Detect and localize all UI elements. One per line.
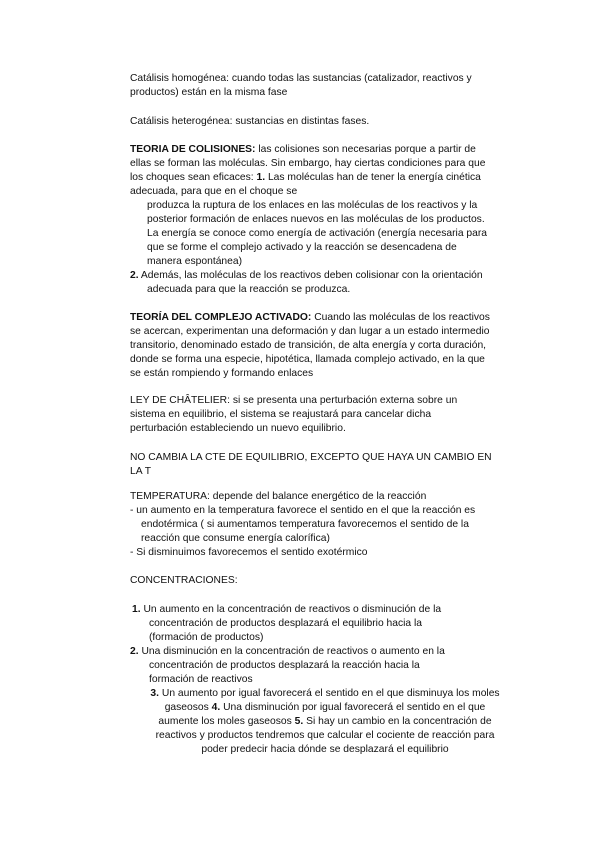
list-number: 5.	[294, 716, 304, 727]
text-line: Si hay un cambio en la concentración de	[303, 716, 492, 727]
text-line: Una disminución en la concentración de reactivos o aumento en la	[138, 646, 445, 657]
text-line: (formación de productos)	[149, 632, 264, 643]
text-line: Las moléculas han de tener la energía cinética	[265, 172, 481, 183]
text-line: La energía se conoce como energía de activación (energía necesaria para	[147, 228, 488, 239]
text-line: productos) están en la misma fase	[130, 87, 288, 98]
text-line: donde se forma una especie, hipotética, llamada complejo activado, en la que	[130, 354, 485, 365]
text-line: - Si disminuimos favorecemos el sentido exotérmico	[130, 547, 368, 558]
list-number: 4.	[211, 702, 221, 713]
list-number: 2.	[130, 646, 139, 657]
section-complejo-activado	[130, 311, 530, 381]
text-line: los choques sean eficaces:	[130, 172, 257, 183]
text-line: endotérmica ( si aumentamos temperatura favorecemos el sentido de la	[141, 519, 469, 530]
text-line: Además, las moléculas de los reactivos deben colisionar con la orientación	[138, 270, 483, 281]
text-line: ellas se forman las moléculas. Sin embargo, hay ciertas condiciones para que	[130, 158, 486, 169]
text-line: Un aumento por igual favorecerá el sentido en el que disminuya los moles	[159, 688, 500, 699]
text-line: NO CAMBIA LA CTE DE EQUILIBRIO, EXCEPTO QUE HAYA UN CAMBIO EN	[130, 452, 492, 463]
paragraph-no-cambia	[130, 451, 530, 479]
text-line: las colisiones son necesarias porque a partir de	[255, 144, 476, 155]
section-temperatura	[130, 490, 530, 560]
list-number: 1.	[132, 604, 141, 615]
text-line: adecuada para que la reacción se produzca.	[147, 284, 351, 295]
paragraph-catalisis-homogenea	[130, 72, 530, 100]
text-line: aumente los moles gaseosos	[158, 716, 295, 727]
text-line: manera espontánea)	[147, 256, 243, 267]
section-heading: TEORÍA DEL COMPLEJO ACTIVADO:	[130, 312, 312, 323]
section-ley-chatelier	[130, 394, 530, 436]
text-line: formación de reactivos	[149, 674, 253, 685]
text-line: TEMPERATURA: depende del balance energético de la reacción	[130, 491, 427, 502]
text-line: transitorio, denominado estado de transición, de alta energía y corta duración,	[130, 340, 487, 351]
text-line: reactivos y productos tendremos que calcular el cociente de reacción para	[155, 730, 495, 741]
text-line: adecuada, para que en el choque se	[130, 186, 298, 197]
text-line: Catálisis heterogénea: sustancias en distintas fases.	[130, 116, 370, 127]
text-line: poder predecir hacia dónde se desplazará el equilibrio	[201, 744, 449, 755]
text-line: concentración de productos desplazará la reacción hacia la	[149, 660, 420, 671]
text-line: posterior formación de enlaces nuevos en las moléculas de los productos.	[147, 214, 485, 225]
text-line: concentración de productos desplazará el equilibrio hacia la	[149, 618, 423, 629]
text-line: reacción que consume energía calorífica)	[141, 533, 330, 544]
text-line: Una disminución por igual favorecerá el sentido en el que	[220, 702, 486, 713]
text-line: Catálisis homogénea: cuando todas las sustancias (catalizador, reactivos y	[130, 73, 472, 84]
list-number: 2.	[130, 270, 139, 281]
section-concentraciones-list	[130, 603, 530, 757]
text-line: LEY DE CHÂTELIER: si se presenta una perturbación externa sobre un	[130, 395, 458, 406]
text-line: - un aumento en la temperatura favorece el sentido en el que la reacción es	[130, 505, 476, 516]
text-line: Un aumento en la concentración de reactivos o disminución de la	[140, 604, 442, 615]
list-number: 3.	[150, 688, 160, 699]
text-line: gaseosos	[164, 702, 212, 713]
list-number: 1.	[256, 172, 266, 183]
paragraph-catalisis-heterogenea	[130, 115, 530, 129]
section-heading: CONCENTRACIONES:	[130, 575, 238, 586]
text-line: que se forme el complejo activado y la reacción se desencadena de	[147, 242, 457, 253]
section-heading: TEORIA DE COLISIONES:	[130, 144, 256, 155]
text-line: Cuando las moléculas de los reactivos	[311, 312, 490, 323]
section-teoria-colisiones	[130, 143, 530, 297]
text-line: LA T	[130, 466, 151, 477]
text-line: perturbación estableciendo un nuevo equilibrio.	[130, 423, 346, 434]
section-concentraciones-title	[130, 574, 530, 588]
text-line: sistema en equilibrio, el sistema se reajustará para cancelar dicha	[130, 409, 432, 420]
text-line: se están rompiendo y formando enlaces	[130, 368, 314, 379]
text-line: produzca la ruptura de los enlaces en las moléculas de los reactivos y la	[147, 200, 478, 211]
text-line: se acercan, experimentan una deformación y dan lugar a un estado intermedio	[130, 326, 490, 337]
